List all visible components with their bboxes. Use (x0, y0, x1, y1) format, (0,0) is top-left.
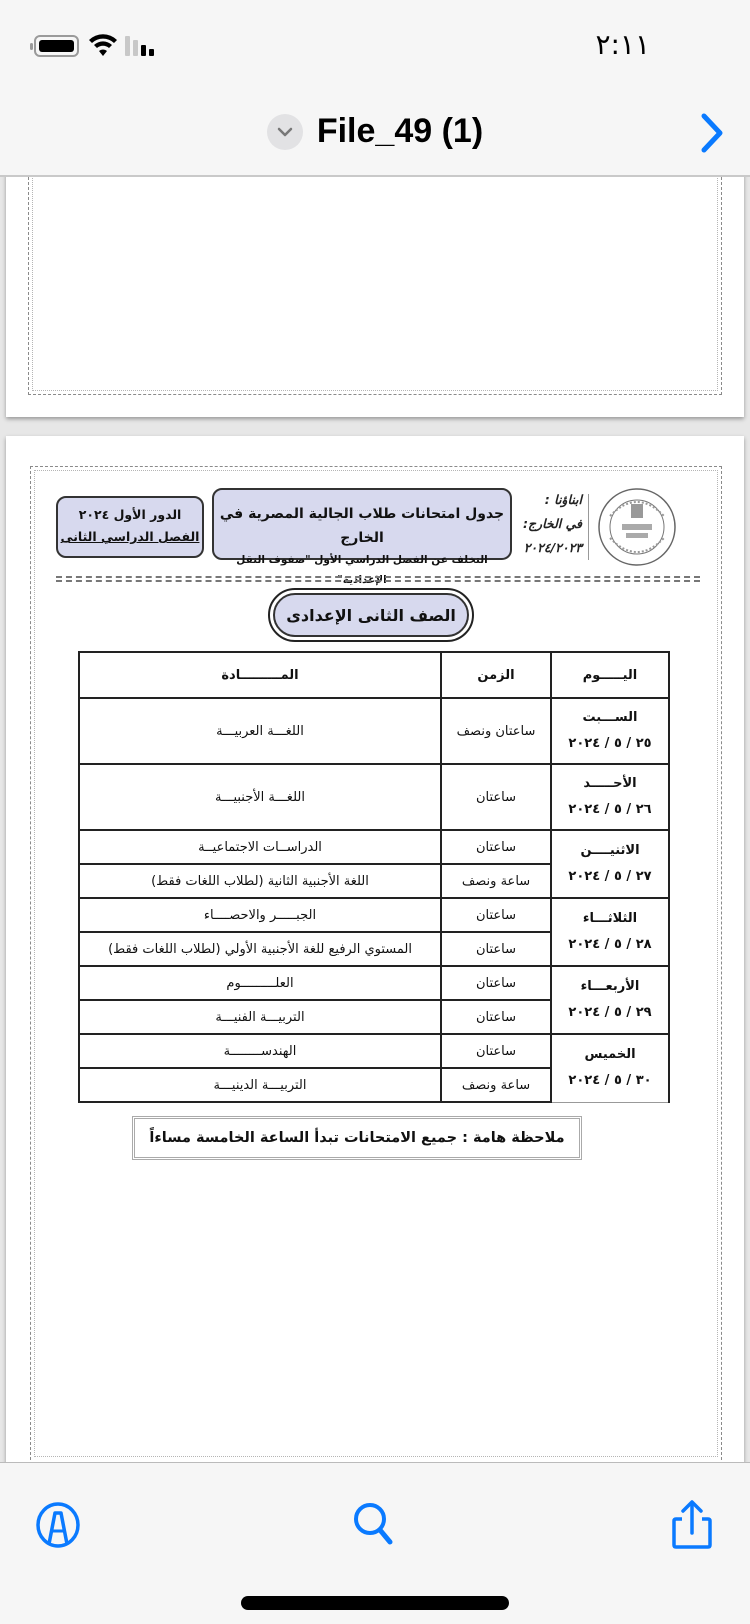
day-cell (551, 764, 669, 830)
day-date: ٢٧ / ٥ / ٢٠٢٤ (568, 869, 652, 884)
header-duration: الزمن (441, 652, 551, 698)
subject-cell: العلـــــــــوم (79, 966, 441, 1000)
status-bar (0, 0, 750, 90)
subject-cell: اللغـــة الأجنبيـــة (79, 764, 441, 830)
header-divider (588, 494, 589, 560)
schedule-subtitle: التخلف عن الفصل الدراسي الأول "صفوف النقل الإعدادية" (236, 554, 488, 586)
duration-cell: ساعتان (441, 966, 551, 1000)
duration-cell: ساعتان (441, 1000, 551, 1034)
day-cell (551, 830, 669, 898)
exam-schedule-table (78, 651, 670, 1103)
markup-pen-icon[interactable] (34, 1499, 82, 1551)
duration-cell: ساعتان ونصف (441, 698, 551, 764)
day-date: ٢٥ / ٥ / ٢٠٢٤ (568, 736, 652, 751)
schedule-title: جدول امتحانات طلاب الجالية المصرية في الخارج (219, 506, 505, 546)
search-icon[interactable] (350, 1499, 398, 1551)
grade-badge: الصف الثانى الإعدادى (268, 588, 474, 642)
table-row (79, 966, 669, 1000)
ministry-seal-icon (596, 486, 678, 568)
document-header (56, 488, 696, 586)
duration-cell: ساعتان (441, 932, 551, 966)
document-viewer[interactable] (0, 177, 750, 1462)
subject-cell: المستوي الرفيع للغة الأجنبية الأولي (لطلاب اللغات فقط) (79, 932, 441, 966)
day-cell (551, 1034, 669, 1102)
day-date: ٢٦ / ٥ / ٢٠٢٤ (568, 802, 652, 817)
day-cell (551, 698, 669, 764)
day-name: الأربعـــاء (580, 979, 640, 994)
subject-cell: التربيـــة الفنيـــة (79, 1000, 441, 1034)
session-box (56, 496, 204, 558)
cellular-signal-icon (125, 36, 161, 56)
dashed-separator (56, 576, 700, 582)
duration-cell: ساعتان (441, 898, 551, 932)
session-line-1: الدور الأول ٢٠٢٤ (78, 507, 182, 522)
day-name: الاثنيــــن (580, 843, 640, 858)
session-line-2: الفصل الدراسي الثانى (60, 529, 200, 544)
title-menu[interactable] (0, 112, 750, 151)
day-name: الخميس (584, 1047, 636, 1063)
subject-cell: اللغة الأجنبية الثانية (لطلاب اللغات فقط) (79, 864, 441, 898)
clock: ٢:١١ (595, 28, 650, 61)
subject-cell: اللغـــة العربيـــة (79, 698, 441, 764)
subject-cell: الجبـــــر والاحصــــاء (79, 898, 441, 932)
subject-cell: الدراســات الاجتماعيــة (79, 830, 441, 864)
home-indicator[interactable] (241, 1596, 509, 1610)
day-date: ٣٠ / ٥ / ٢٠٢٤ (568, 1073, 652, 1089)
header-day: اليـــــوم (551, 652, 669, 698)
battery-icon (34, 35, 79, 57)
day-date: ٢٩ / ٥ / ٢٠٢٤ (568, 1005, 652, 1020)
day-date: ٢٨ / ٥ / ٢٠٢٤ (568, 937, 652, 952)
day-cell (551, 966, 669, 1034)
duration-cell: ساعة ونصف (441, 864, 551, 898)
day-name: الأحـــــد (583, 776, 637, 791)
duration-cell: ساعتان (441, 1034, 551, 1068)
duration-cell: ساعتان (441, 830, 551, 864)
table-header-row (79, 652, 669, 698)
day-name: الثلاثـــاء (582, 911, 638, 926)
duration-cell: ساعتان (441, 764, 551, 830)
table-row (79, 898, 669, 932)
important-note: ملاحظة هامة : جميع الامتحانات تبدأ الساعة الخامسة مساءاً (132, 1116, 582, 1160)
share-icon[interactable] (668, 1499, 716, 1551)
chevron-right-icon[interactable] (698, 112, 728, 154)
document-title[interactable]: File_49 (1) (316, 112, 484, 150)
table-row (79, 830, 669, 864)
header-subject: المـــــــــادة (79, 652, 441, 698)
table-row (79, 764, 669, 830)
abroad-label: ابناؤنا : في الخارج: ٢٠٢٤/٢٠٢٣ (522, 492, 582, 555)
nav-bar (0, 90, 750, 176)
duration-cell: ساعة ونصف (441, 1068, 551, 1102)
subject-cell: الهندســــــــة (79, 1034, 441, 1068)
chevron-down-icon[interactable] (267, 114, 303, 150)
title-box (212, 488, 512, 586)
pdf-page-2 (6, 436, 744, 1462)
day-name: الســـبت (582, 710, 638, 725)
pdf-page-1 (6, 177, 744, 417)
day-cell (551, 898, 669, 966)
wifi-icon (88, 32, 118, 58)
table-row (79, 1034, 669, 1068)
table-row (79, 698, 669, 764)
decorative-border (28, 177, 722, 395)
subject-cell: التربيـــة الدينيـــة (79, 1068, 441, 1102)
